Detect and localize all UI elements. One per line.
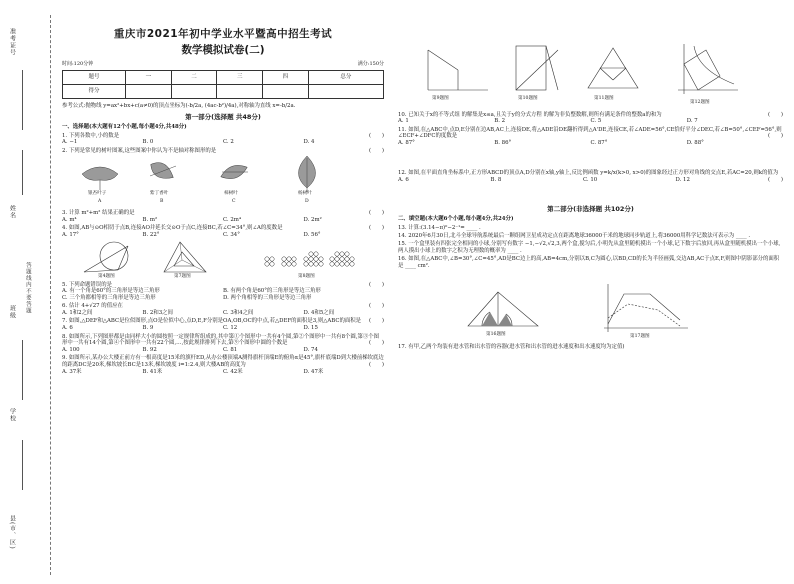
option[interactable]: C. 42米 [223, 368, 243, 375]
figures-4-7-8 [62, 240, 384, 280]
figure-caption: 第16题图 [486, 331, 506, 337]
option[interactable]: A. 1 [398, 118, 409, 125]
building-flagpole-figure [428, 50, 488, 90]
number-line-figure [516, 46, 558, 90]
option[interactable]: A. 100 [62, 347, 80, 354]
geometry-figures-top [398, 40, 783, 110]
leaf-caption: 柿树叶 [224, 191, 238, 197]
option[interactable]: A. 有一个角是60°的三角形是等边三角形 [62, 288, 160, 295]
margin-label-exam-no: 准考证号 [8, 28, 16, 56]
option[interactable]: B. 2 [494, 118, 506, 125]
homothety-figure [164, 242, 206, 272]
question-4-text: 4. 如图,AB与⊙O相切于点B,连接AO并延长交⊙O于点C,连接BC,若∠C=34°,则∠A的度数是 [62, 224, 283, 231]
leaf-caption: 银杏叶子 [88, 191, 107, 197]
option[interactable]: D. 47米 [303, 368, 324, 375]
question-7-text: 7. 如图,△DEF和△ABC是位似图形,点O是位似中心,点D,E,F分别是OA,OB,OC的中点,若△DEF的面积是3,则△ABC的面积是 [62, 318, 362, 325]
question-13: 13. 计算:(3.14−π)⁰−2⁻¹= ____ . [398, 224, 481, 231]
figure-caption: 第17题图 [630, 333, 650, 339]
question-8-options [62, 347, 384, 354]
score-cell: 三 [217, 70, 263, 84]
question-5-options-row2 [62, 295, 384, 302]
question-10-options [398, 118, 783, 125]
option[interactable]: B. m² [142, 216, 158, 223]
option[interactable]: B. 22° [142, 231, 160, 238]
question-5: 5. 下列命题错误的是 ( ) A. 有一个角是60°的三角形是等边三角形 B. 有两个角是60°的三角形是等边三角形 C. 三个角都相等的三角形是等边三角形 D. 两个角相等的三角形是等边三角形 [62, 281, 384, 302]
coordinate-square-figure [678, 44, 738, 94]
question-16: 16. 如图,在△ABC中,∠B=30°,∠C=45°,AD是BC边上的高,AB=4cm,分别以B,C为圆心,以BD,CD的长为半径画弧,交边AB,AC于点E,F,则图中阴影部分的面积是 ____ cm². [398, 256, 780, 270]
score-cell: 一 [126, 70, 172, 84]
exam-meta [62, 61, 384, 67]
option[interactable]: D. 两个角相等的三角形是等边三角形 [223, 295, 312, 302]
option[interactable]: C. 34° [223, 231, 240, 238]
lilac-leaf-icon [147, 159, 177, 184]
option[interactable]: B. 86° [494, 140, 512, 147]
question-3-options [62, 217, 384, 224]
score-input-cell[interactable] [308, 84, 383, 98]
figure-caption: 第11题图 [594, 96, 614, 101]
reference-formula: 参考公式:抛物线 y=ax²+bx+c(a≠0)的顶点坐标为(-b/2a, (4ac-b²)/4a),对称轴为直线 x=-b/2a. [62, 102, 296, 109]
leaf-caption: 杨树叶 [298, 191, 312, 197]
score-input-cell[interactable] [171, 84, 217, 98]
question-4: 4. 如图,AB与⊙O相切于点B,连接AO并延长交⊙O于点C,连接BC,若∠C=34°,则∠A的度数是 ( ) A. 17° B. 22° C. 34° D. 56° [62, 224, 384, 238]
question-1-text: 1. 下列各数中,小的数是 [62, 132, 120, 139]
question-10-text: 10. 已知关于x的不等式组 的解集是x≤a,且关于y的分式方程 的解为非负整数解,则所有满足条件的整数a的和为 [398, 111, 662, 118]
option[interactable]: A. 17° [62, 231, 79, 238]
section1-instruction: 一、选择题(本大题有12个小题,每小题4分,共48分) [62, 124, 187, 131]
question-4-options [62, 232, 384, 239]
margin-label-class: 班级 [8, 305, 16, 319]
question-12: 12. 如图,在平面直角坐标系中,正方形ABCD的顶点A,D分别在x轴,y轴上,反比例函数 y=k/x(k>0, x>0)的图象经过正方形对角线的交点E,若AC=20,则k的值为 ( ) A. 6 B. 8 C. 10 D. 12 [398, 170, 783, 183]
circle-pattern-figure [265, 252, 354, 266]
option[interactable]: C. 2 [223, 139, 234, 146]
score-cell: 四 [263, 70, 309, 84]
question-5-text: 5. 下列命题错误的是 [62, 281, 112, 288]
option-letter[interactable]: B [160, 199, 164, 205]
exam-time: 时间:120分钟 [62, 61, 94, 68]
spacer [398, 149, 783, 169]
question-6: 6. 估计 4+√27 的值应在 ( ) A. 1和2之间 B. 2和3之间 C. 3和4之间 D. 4和5之间 [62, 303, 384, 317]
question-11: 11. 如图,在△ABC中,点D,E分别在边AB,AC上,连接DE,将△ADE沿DE翻折得到△A'DE,连接CE,若∠ADE=56°,CE恰好平分∠DEC,若∠B=50°,∠CEF=56°,则∠ECF+∠DFC的度数是 ( ) A. 87° B. 86° C. 87° D. 88° [398, 126, 783, 147]
score-table-score-row [63, 84, 384, 98]
right-column [398, 40, 783, 352]
option[interactable]: C. 3和4之间 [223, 310, 254, 317]
option[interactable]: A. 87° [398, 140, 415, 147]
option[interactable]: A. 6 [398, 176, 409, 183]
question-1-options [62, 139, 384, 146]
section2-instruction: 二、填空题(本大题6个小题,每小题4分,共24分) [398, 216, 514, 223]
question-9: 9. 如图所示,某办公大楼正前方有一根高度是15米的旗杆ED,从办公楼顶端A测得旗杆顶端E的俯角α是45°,旗杆底端D到大楼前梯坎底边的距离DC是20米,梯坎坡长BC是13米,梯坎坡度 i=1:2.4,则大楼AB的高度为 ( ) A. 37米 B. 41米 C. 42米 D. 47米 [62, 355, 384, 375]
option[interactable]: A. 6 [62, 325, 73, 332]
option[interactable]: A. 37米 [62, 368, 82, 375]
geometry-figures-bottom [398, 280, 783, 342]
figure-caption: 第10题图 [518, 96, 538, 101]
score-input-cell[interactable] [217, 84, 263, 98]
persimmon-leaf-icon [219, 162, 249, 183]
question-8-text: 8. 如图所示,下列图形都是由同样大小的圆按照一定规律所组成的,其中第①个图形中一共有4个圆,第②个图形中一共有8个圆,第③个图形中一共有14个圆,第④个图形中一共有22个圆,…,按此规律排列下去,第⑨个图形中圆的个数是 [62, 333, 380, 347]
question-1: 1. 下列各数中,小的数是 ( ) A. −1 B. 0 C. 2 D. 4 [62, 132, 384, 146]
option[interactable]: C. 2m⁴ [223, 216, 242, 223]
question-17: 17. 有甲,乙两个均装有进水管和出水管的容器(进水管和出水管的进水速度和出水速度均为定值) [398, 343, 625, 350]
option[interactable]: A. −1 [62, 139, 78, 146]
option[interactable]: C. 三个角都相等的三角形是等边三角形 [62, 295, 156, 302]
exam-subtitle: 数学模拟试卷(二) [181, 44, 265, 57]
school-blank[interactable] [22, 440, 23, 490]
score-table-header-row [63, 70, 384, 84]
leaf-illustrations [62, 156, 384, 208]
margin-label-name: 姓名 [8, 205, 16, 219]
question-9-text: 9. 如图所示,某办公大楼正前方有一根高度是15米的旗杆ED,从办公楼顶端A测得旗杆顶端E的俯角α是45°,旗杆底端D到大楼前梯坎底边的距离DC是20米,梯坎坡长BC是13米,梯坎坡度 i=1:2.4,则大楼AB的高度为 [62, 355, 384, 369]
option[interactable]: D. 56° [303, 231, 321, 238]
ginkgo-leaf-icon [82, 167, 118, 190]
question-2: 2. 下列是常见的树叶图案,这些图案中你认为不是轴对称图形的是 ( ) [62, 147, 384, 154]
score-input-cell[interactable] [126, 84, 172, 98]
option[interactable]: D. 12 [675, 176, 690, 183]
option[interactable]: C. 5 [590, 118, 602, 125]
question-6-text: 6. 估计 4+√27 的值应在 [62, 303, 123, 310]
option[interactable]: B. 0 [142, 139, 154, 146]
score-table [62, 70, 384, 99]
score-cell: 总分 [308, 70, 383, 84]
score-input-cell[interactable] [263, 84, 309, 98]
option[interactable]: D. 15 [303, 325, 318, 332]
triangle-arcs-figure [468, 292, 538, 326]
option[interactable]: D. 2m² [303, 216, 322, 223]
option-letter[interactable]: C [232, 199, 236, 205]
left-column [62, 28, 384, 377]
spacer [398, 185, 783, 201]
question-8: 8. 如图所示,下列图形都是由同样大小的圆按照一定规律所组成的,其中第①个图形中一共有4个圆,第②个图形中一共有8个圆,第③个图形中一共有14个圆,第④个图形中一共有22个圆,…,按此规律排列下去,第⑨个图形中圆的个数是 ( ) A. 100 B. 92 C. 81 D. 74 [62, 333, 384, 354]
score-cell: 得分 [63, 84, 126, 98]
option[interactable]: B. 2和3之间 [142, 310, 173, 317]
binding-margin [0, 0, 58, 584]
part2-heading: 第二部分(非选择题 共102分) [547, 205, 634, 214]
margin-warning: 答题线内不要答题 [24, 262, 31, 314]
question-14: 14. 2020年6月30日,北斗全球导航系统最后一颗组网卫星成功定点在距离地球36000千米的地球同步轨道上,将36000用科学记数法可表示为 ____ . [398, 233, 751, 240]
option[interactable]: D. 74 [303, 347, 318, 354]
option[interactable]: C. 10 [583, 176, 598, 183]
water-level-graph-figure [604, 284, 688, 332]
option[interactable]: C. 12 [223, 325, 238, 332]
circle-tangent-figure [84, 242, 128, 272]
option[interactable]: B. 92 [142, 347, 157, 354]
option[interactable]: D. 7 [686, 118, 698, 125]
question-15: 15. 一个盒里装有四张完全相同的小球,分别写有数字 −1,−√2,√2,3,两个盒,搅匀后,小明先从盒里随机摸出一个小球,记下数字后放回,再从盒里随机摸出一个小球,两人摸出小球上的数字之积为无理数的概率为 ____ . [398, 241, 781, 255]
option[interactable]: C. 81 [223, 347, 238, 354]
score-cell: 二 [171, 70, 217, 84]
figure-caption: 第7题图 [174, 273, 191, 279]
option[interactable]: B. 8 [490, 176, 502, 183]
option[interactable]: B. 9 [142, 325, 154, 332]
figure-caption: 第9题图 [432, 96, 449, 101]
figure-caption: 第8题图 [298, 273, 315, 279]
score-cell: 题号 [63, 70, 126, 84]
exam-full-score: 满分:150分 [357, 61, 384, 68]
class-blank[interactable] [22, 340, 23, 400]
figures-9-12 [398, 40, 783, 110]
question-3: 3. 计算 m²+m² 结果正确的是 ( ) A. m⁴ B. m² C. 2m⁴ D. 2m² [62, 209, 384, 223]
option-letter[interactable]: A [98, 199, 102, 205]
exam-title: 重庆市2021年初中学业水平暨高中招生考试 [113, 28, 333, 40]
question-6-options [62, 310, 384, 317]
margin-label-school: 学校 [8, 408, 16, 422]
option[interactable]: C. 87° [590, 140, 608, 147]
question-12-text: 12. 如图,在平面直角坐标系中,正方形ABCD的顶点A,D分别在x轴,y轴上,反比例函数 y=k/x(k>0, x>0)的图象经过正方形对角线的交点E,若AC=20,则k的值为 [398, 170, 779, 177]
question-2-text: 2. 下列是常见的树叶图案,这些图案中你认为不是轴对称图形的是 [62, 147, 217, 154]
option[interactable]: D. 4 [303, 139, 315, 146]
option[interactable]: A. m⁴ [62, 216, 77, 223]
option[interactable]: A. 1和2之间 [62, 310, 93, 317]
question-12-options [398, 177, 768, 184]
figures-16-17 [398, 280, 783, 342]
question-11-text: 11. 如图,在△ABC中,点D,E分别在边AB,AC上,连接DE,将△ADE沿DE翻折得到△A'DE,连接CE,若∠ADE=56°,CE恰好平分∠DEC,若∠B=50°,∠CEF=56°,则∠ECF+∠DFC的度数是 [398, 126, 782, 140]
option[interactable]: D. 4和5之间 [303, 310, 335, 317]
question-7-options [62, 325, 384, 332]
question-11-options [398, 140, 783, 147]
exam-no-blank[interactable] [22, 70, 23, 130]
figure-caption: 第12题图 [690, 100, 710, 105]
option[interactable]: D. 88° [686, 140, 704, 147]
margin-label-county: 县(市、区) [8, 515, 16, 550]
leaf-caption: 紫丁香叶 [150, 191, 169, 197]
figure-caption: 第4题图 [98, 273, 115, 279]
folded-triangle-figure [588, 48, 638, 88]
poplar-leaf-icon [299, 156, 316, 192]
option[interactable]: B. 有两个角是60°的三角形是等边三角形 [223, 288, 321, 295]
question-9-options [62, 369, 384, 376]
part1-heading: 第一部分(选择题 共48分) [185, 113, 261, 122]
question-3-text: 3. 计算 m²+m² 结果正确的是 [62, 209, 135, 216]
option-letter[interactable]: D [305, 199, 309, 205]
question-10: 10. 已知关于x的不等式组 的解集是x≤a,且关于y的分式方程 的解为非负整数解,则所有满足条件的整数a的和为 ( ) A. 1 B. 2 C. 5 D. 7 [398, 111, 783, 125]
leaf-figures [62, 156, 384, 208]
question-7: 7. 如图,△DEF和△ABC是位似图形,点O是位似中心,点D,E,F分别是OA,OB,OC的中点,若△DEF的面积是3,则△ABC的面积是 ( ) A. 6 B. 9 C. 12 D. 15 [62, 318, 384, 332]
name-blank[interactable] [22, 150, 23, 195]
seal-line [50, 15, 51, 575]
option[interactable]: B. 41米 [142, 368, 163, 375]
